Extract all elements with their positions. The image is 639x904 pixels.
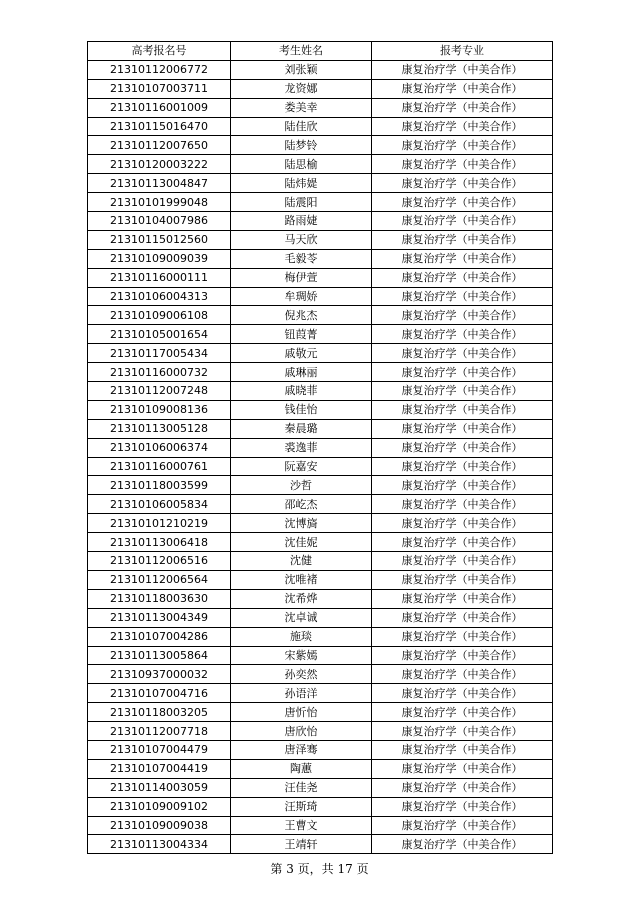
cell-major: 康复治疗学（中美合作） <box>372 363 553 382</box>
cell-student-name: 王曹文 <box>231 816 372 835</box>
table-row <box>88 325 553 344</box>
cell-exam-number: 21310106005834 <box>88 495 231 514</box>
cell-exam-number: 21310112007718 <box>88 722 231 741</box>
cell-major: 康复治疗学（中美合作） <box>372 174 553 193</box>
table-row <box>88 344 553 363</box>
table-row <box>88 570 553 589</box>
cell-exam-number: 21310101210219 <box>88 514 231 533</box>
cell-major: 康复治疗学（中美合作） <box>372 495 553 514</box>
cell-student-name: 戚敬元 <box>231 344 372 363</box>
cell-student-name: 汪佳尧 <box>231 778 372 797</box>
cell-major: 康复治疗学（中美合作） <box>372 552 553 571</box>
cell-student-name: 唐欣怡 <box>231 722 372 741</box>
table-row <box>88 174 553 193</box>
cell-major: 康复治疗学（中美合作） <box>372 230 553 249</box>
cell-major: 康复治疗学（中美合作） <box>372 60 553 79</box>
cell-exam-number: 21310107004286 <box>88 627 231 646</box>
cell-student-name: 秦晨璐 <box>231 419 372 438</box>
cell-exam-number: 21310114003059 <box>88 778 231 797</box>
cell-major: 康复治疗学（中美合作） <box>372 457 553 476</box>
cell-major: 康复治疗学（中美合作） <box>372 608 553 627</box>
table-row <box>88 268 553 287</box>
cell-student-name: 孙奕然 <box>231 665 372 684</box>
admission-list-table <box>87 41 553 854</box>
cell-exam-number: 21310112007650 <box>88 136 231 155</box>
cell-exam-number: 21310107004419 <box>88 759 231 778</box>
cell-major: 康复治疗学（中美合作） <box>372 400 553 419</box>
table-row <box>88 419 553 438</box>
table-row <box>88 287 553 306</box>
cell-student-name: 汪斯琦 <box>231 797 372 816</box>
header-student-name: 考生姓名 <box>231 42 372 61</box>
cell-student-name: 施琰 <box>231 627 372 646</box>
cell-student-name: 陶蕙 <box>231 759 372 778</box>
cell-student-name: 宋紫嫣 <box>231 646 372 665</box>
cell-major: 康复治疗学（中美合作） <box>372 684 553 703</box>
table-row <box>88 136 553 155</box>
page-number-footer: 第 3 页，共 17 页 <box>270 862 369 876</box>
cell-major: 康复治疗学（中美合作） <box>372 98 553 117</box>
table-row <box>88 495 553 514</box>
cell-major: 康复治疗学（中美合作） <box>372 249 553 268</box>
cell-major: 康复治疗学（中美合作） <box>372 759 553 778</box>
cell-major: 康复治疗学（中美合作） <box>372 287 553 306</box>
cell-exam-number: 21310118003630 <box>88 589 231 608</box>
table-row <box>88 79 553 98</box>
cell-major: 康复治疗学（中美合作） <box>372 816 553 835</box>
cell-exam-number: 21310116000111 <box>88 268 231 287</box>
table-row <box>88 117 553 136</box>
cell-exam-number: 21310113006418 <box>88 533 231 552</box>
table-row <box>88 382 553 401</box>
cell-major: 康复治疗学（中美合作） <box>372 533 553 552</box>
table-row <box>88 722 553 741</box>
table-row <box>88 249 553 268</box>
cell-exam-number: 21310107003711 <box>88 79 231 98</box>
table-row <box>88 797 553 816</box>
table-row <box>88 778 553 797</box>
cell-major: 康复治疗学（中美合作） <box>372 136 553 155</box>
cell-exam-number: 21310113005128 <box>88 419 231 438</box>
table-row <box>88 552 553 571</box>
cell-student-name: 龙资娜 <box>231 79 372 98</box>
table-row <box>88 627 553 646</box>
cell-exam-number: 21310109008136 <box>88 400 231 419</box>
cell-major: 康复治疗学（中美合作） <box>372 646 553 665</box>
table-row <box>88 665 553 684</box>
table-row <box>88 400 553 419</box>
cell-student-name: 戚琳丽 <box>231 363 372 382</box>
table-header <box>88 42 553 61</box>
cell-major: 康复治疗学（中美合作） <box>372 419 553 438</box>
table-row <box>88 363 553 382</box>
cell-student-name: 梅伊萱 <box>231 268 372 287</box>
cell-major: 康复治疗学（中美合作） <box>372 589 553 608</box>
cell-exam-number: 21310112006772 <box>88 60 231 79</box>
table-row <box>88 759 553 778</box>
cell-exam-number: 21310105001654 <box>88 325 231 344</box>
cell-exam-number: 21310109009039 <box>88 249 231 268</box>
cell-exam-number: 21310109006108 <box>88 306 231 325</box>
cell-major: 康复治疗学（中美合作） <box>372 797 553 816</box>
cell-exam-number: 21310113004847 <box>88 174 231 193</box>
table-row <box>88 193 553 212</box>
cell-major: 康复治疗学（中美合作） <box>372 79 553 98</box>
table-row <box>88 589 553 608</box>
cell-student-name: 王靖轩 <box>231 835 372 854</box>
cell-major: 康复治疗学（中美合作） <box>372 740 553 759</box>
cell-student-name: 孙语洋 <box>231 684 372 703</box>
cell-student-name: 陆梦铃 <box>231 136 372 155</box>
table-row <box>88 98 553 117</box>
cell-student-name: 陆佳欣 <box>231 117 372 136</box>
cell-exam-number: 21310118003205 <box>88 703 231 722</box>
table-row <box>88 306 553 325</box>
table-row <box>88 457 553 476</box>
cell-exam-number: 21310118003599 <box>88 476 231 495</box>
cell-major: 康复治疗学（中美合作） <box>372 438 553 457</box>
header-major: 报考专业 <box>372 42 553 61</box>
table-row <box>88 60 553 79</box>
cell-student-name: 唐泽骞 <box>231 740 372 759</box>
table-body <box>88 60 553 853</box>
cell-major: 康复治疗学（中美合作） <box>372 778 553 797</box>
cell-student-name: 沈唯褚 <box>231 570 372 589</box>
cell-student-name: 陆震阳 <box>231 193 372 212</box>
cell-exam-number: 21310109009102 <box>88 797 231 816</box>
cell-student-name: 沈佳妮 <box>231 533 372 552</box>
table-row <box>88 740 553 759</box>
cell-major: 康复治疗学（中美合作） <box>372 325 553 344</box>
cell-student-name: 牟琱娇 <box>231 287 372 306</box>
cell-exam-number: 21310116000732 <box>88 363 231 382</box>
cell-exam-number: 21310117005434 <box>88 344 231 363</box>
cell-student-name: 娄美幸 <box>231 98 372 117</box>
table-row <box>88 646 553 665</box>
cell-student-name: 陆思榆 <box>231 155 372 174</box>
cell-exam-number: 21310120003222 <box>88 155 231 174</box>
cell-major: 康复治疗学（中美合作） <box>372 382 553 401</box>
table-row <box>88 212 553 231</box>
cell-exam-number: 21310116000761 <box>88 457 231 476</box>
header-exam-number: 高考报名号 <box>88 42 231 61</box>
cell-major: 康复治疗学（中美合作） <box>372 344 553 363</box>
table-row <box>88 816 553 835</box>
cell-exam-number: 21310113004349 <box>88 608 231 627</box>
table-row <box>88 438 553 457</box>
cell-exam-number: 21310113005864 <box>88 646 231 665</box>
cell-major: 康复治疗学（中美合作） <box>372 570 553 589</box>
cell-major: 康复治疗学（中美合作） <box>372 722 553 741</box>
cell-student-name: 唐忻怡 <box>231 703 372 722</box>
table-row <box>88 703 553 722</box>
table-row <box>88 514 553 533</box>
cell-student-name: 裘逸菲 <box>231 438 372 457</box>
cell-major: 康复治疗学（中美合作） <box>372 627 553 646</box>
cell-exam-number: 21310107004716 <box>88 684 231 703</box>
cell-major: 康复治疗学（中美合作） <box>372 212 553 231</box>
table-row <box>88 230 553 249</box>
cell-exam-number: 21310112006516 <box>88 552 231 571</box>
cell-student-name: 陆炜媞 <box>231 174 372 193</box>
cell-major: 康复治疗学（中美合作） <box>372 268 553 287</box>
cell-exam-number: 21310112007248 <box>88 382 231 401</box>
cell-exam-number: 21310115012560 <box>88 230 231 249</box>
cell-exam-number: 21310104007986 <box>88 212 231 231</box>
header-row <box>88 42 553 61</box>
cell-major: 康复治疗学（中美合作） <box>372 665 553 684</box>
cell-major: 康复治疗学（中美合作） <box>372 117 553 136</box>
cell-student-name: 马天欣 <box>231 230 372 249</box>
cell-student-name: 钱佳怡 <box>231 400 372 419</box>
cell-student-name: 钮葭菁 <box>231 325 372 344</box>
cell-major: 康复治疗学（中美合作） <box>372 514 553 533</box>
cell-student-name: 沈健 <box>231 552 372 571</box>
cell-student-name: 路雨婕 <box>231 212 372 231</box>
cell-exam-number: 21310113004334 <box>88 835 231 854</box>
table-row <box>88 533 553 552</box>
cell-student-name: 邵屹杰 <box>231 495 372 514</box>
cell-major: 康复治疗学（中美合作） <box>372 835 553 854</box>
cell-student-name: 毛毅苓 <box>231 249 372 268</box>
cell-major: 康复治疗学（中美合作） <box>372 155 553 174</box>
cell-major: 康复治疗学（中美合作） <box>372 476 553 495</box>
table-row <box>88 476 553 495</box>
cell-student-name: 戚晓菲 <box>231 382 372 401</box>
cell-student-name: 倪兆杰 <box>231 306 372 325</box>
cell-student-name: 沈卓诚 <box>231 608 372 627</box>
cell-exam-number: 21310101999048 <box>88 193 231 212</box>
cell-student-name: 沙哲 <box>231 476 372 495</box>
table-row <box>88 835 553 854</box>
cell-major: 康复治疗学（中美合作） <box>372 703 553 722</box>
table-row <box>88 155 553 174</box>
cell-exam-number: 21310109009038 <box>88 816 231 835</box>
cell-exam-number: 21310107004479 <box>88 740 231 759</box>
table-row <box>88 684 553 703</box>
cell-student-name: 沈博旖 <box>231 514 372 533</box>
cell-student-name: 刘张颖 <box>231 60 372 79</box>
cell-exam-number: 21310112006564 <box>88 570 231 589</box>
cell-exam-number: 21310106006374 <box>88 438 231 457</box>
cell-major: 康复治疗学（中美合作） <box>372 306 553 325</box>
cell-student-name: 沈希烨 <box>231 589 372 608</box>
cell-student-name: 阮嘉安 <box>231 457 372 476</box>
cell-exam-number: 21310937000032 <box>88 665 231 684</box>
cell-exam-number: 21310116001009 <box>88 98 231 117</box>
cell-major: 康复治疗学（中美合作） <box>372 193 553 212</box>
table-row <box>88 608 553 627</box>
cell-exam-number: 21310106004313 <box>88 287 231 306</box>
cell-exam-number: 21310115016470 <box>88 117 231 136</box>
